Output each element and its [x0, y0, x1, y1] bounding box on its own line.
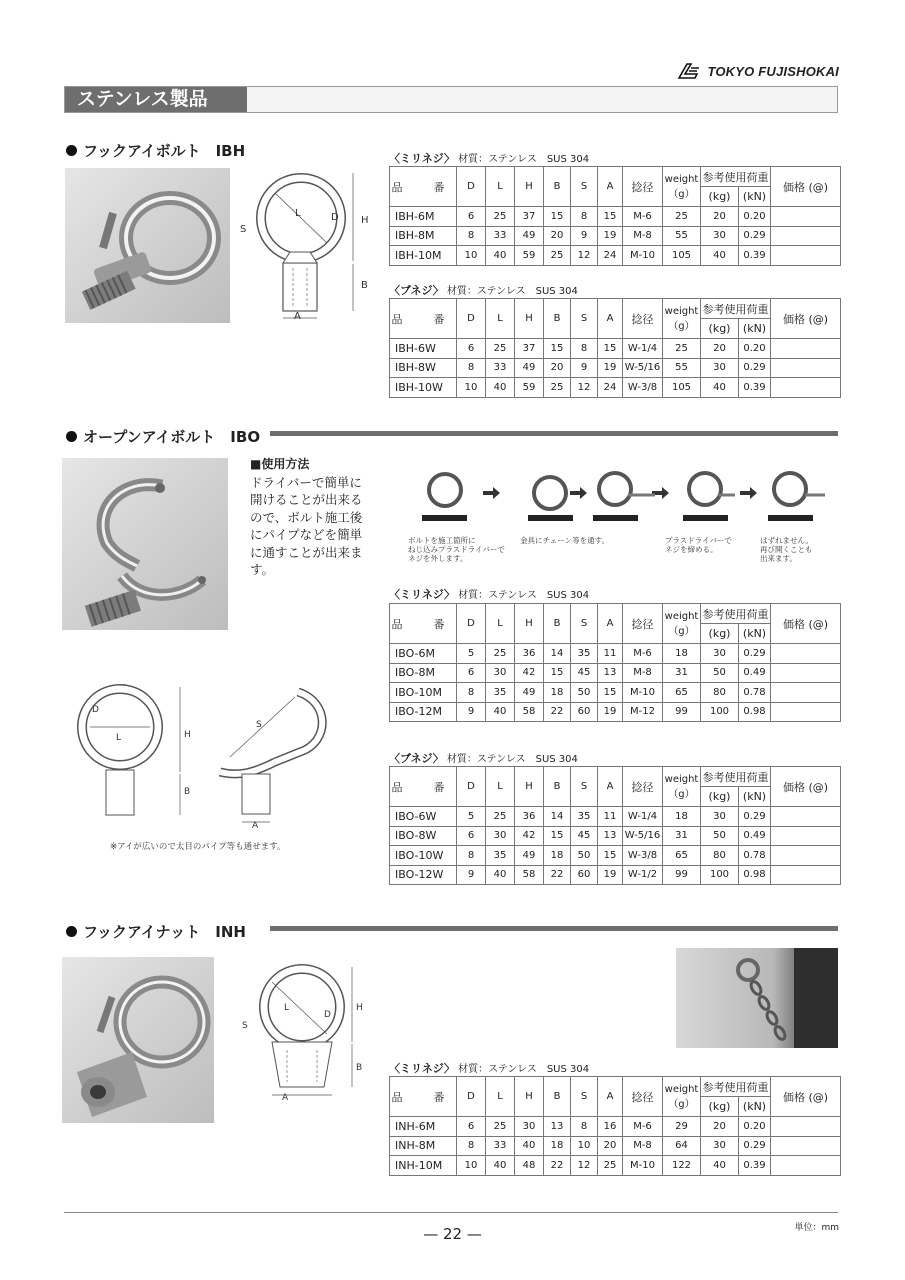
table-row: [390, 702, 841, 722]
table-cell: 6: [457, 1117, 486, 1137]
table-cell: 6: [457, 339, 486, 359]
svg-text:S: S: [240, 224, 247, 235]
table-cell: 20: [598, 1136, 623, 1156]
table-row: [390, 865, 841, 885]
table-cell: 30: [701, 807, 739, 827]
table-cell: 25: [598, 1156, 623, 1176]
table-cell: [771, 683, 841, 703]
usage-step-2: 金具にチェーン等を通す。: [520, 536, 610, 545]
table-cell: 22: [544, 702, 571, 722]
table-cell: 42: [515, 826, 544, 846]
table-cell: 10: [571, 1136, 598, 1156]
table-cell: 0.29: [739, 1136, 771, 1156]
table-cell: 8: [571, 339, 598, 359]
table-cell: 0.78: [739, 683, 771, 703]
table-cell: 40: [486, 1156, 515, 1176]
table-cell: [771, 1117, 841, 1137]
svg-text:L: L: [116, 733, 122, 743]
diagram-inh: [232, 962, 372, 1102]
table-cell: 8: [571, 207, 598, 227]
table-cell: 19: [598, 358, 623, 378]
table-cell: 42: [515, 663, 544, 683]
svg-text:H: H: [184, 730, 191, 740]
table-cell: 25: [486, 807, 515, 827]
table-cell: 10: [457, 246, 486, 266]
table-cell: 0.39: [739, 1156, 771, 1176]
table-cell: W-5/16: [623, 358, 663, 378]
part-number-cell: IBO-10M: [390, 683, 457, 703]
table-cell: 15: [544, 339, 571, 359]
table-cell: [771, 702, 841, 722]
table-row: [390, 1117, 841, 1137]
table-cell: 36: [515, 644, 544, 664]
ibo-usage: [250, 456, 364, 579]
table-cell: 29: [663, 1117, 701, 1137]
table-cell: 9: [457, 865, 486, 885]
table-cell: 5: [457, 644, 486, 664]
table-cell: 8: [457, 846, 486, 866]
svg-text:S: S: [242, 1021, 248, 1031]
hook-eye-nut-photo-icon: [62, 957, 214, 1123]
table-cell: 13: [598, 826, 623, 846]
table-cell: 33: [486, 1136, 515, 1156]
table-row: [390, 207, 841, 227]
hook-eye-bolt-photo-icon: [65, 168, 230, 323]
table-cell: 30: [701, 644, 739, 664]
table-cell: 19: [598, 702, 623, 722]
table-cell: 80: [701, 846, 739, 866]
section-title-inh: フックアイナット INH: [66, 921, 246, 942]
table-cell: 35: [486, 846, 515, 866]
table-cell: [771, 826, 841, 846]
svg-text:H: H: [356, 1003, 363, 1013]
table-cell: 99: [663, 865, 701, 885]
table-cell: 0.49: [739, 663, 771, 683]
part-number-cell: IBO-12M: [390, 702, 457, 722]
table-cell: 0.49: [739, 826, 771, 846]
table-cell: 58: [515, 865, 544, 885]
table-cell: 5: [457, 807, 486, 827]
ibo-usage-steps-illustration: [400, 455, 840, 535]
table-cell: 13: [598, 663, 623, 683]
ibo-inch-label: 〈ブネジ〉 材質：ステンレス SUS 304: [389, 752, 578, 765]
table-cell: 59: [515, 378, 544, 398]
part-number-cell: IBH-6W: [390, 339, 457, 359]
table-row: [390, 339, 841, 359]
svg-text:H: H: [361, 215, 369, 226]
brand-logo: [677, 62, 839, 80]
part-number-cell: IBH-8W: [390, 358, 457, 378]
table-cell: 0.78: [739, 846, 771, 866]
usage-step-3: プラスドライバーで ネジを締める。: [665, 536, 732, 554]
svg-text:D: D: [92, 705, 99, 715]
usage-heading: ■使用方法: [250, 457, 310, 471]
table-row: [390, 683, 841, 703]
part-number-cell: IBH-10M: [390, 246, 457, 266]
part-number-cell: IBO-8M: [390, 663, 457, 683]
table-row: [390, 378, 841, 398]
svg-text:L: L: [284, 1003, 290, 1013]
table-cell: 22: [544, 1156, 571, 1176]
table-cell: M-10: [623, 683, 663, 703]
table-cell: 6: [457, 207, 486, 227]
table-cell: 58: [515, 702, 544, 722]
table-cell: 40: [515, 1136, 544, 1156]
table-cell: 0.29: [739, 226, 771, 246]
section-title-ibh: フックアイボルト IBH: [66, 140, 245, 161]
table-cell: 35: [486, 683, 515, 703]
table-cell: 25: [486, 644, 515, 664]
table-cell: 18: [544, 1136, 571, 1156]
table-cell: 0.20: [739, 1117, 771, 1137]
open-eye-bolt-photo-icon: [62, 458, 228, 630]
table-cell: 20: [701, 339, 739, 359]
ibo-metric-table: 品 番 D L H B S A 捻径 weight （g） 参考使用荷重 価格 (@) (kg) (kN) IBO-6M 5 25 36 14 35 11 M-6 18 30 0.29 IBO-8M 6 30 42 15 45 13 M-8 31 50 0.49 IBO-10M 8 35 49 18 50 15 M-10 65 80 0.78 IBO-12M 9 40 58 22 60 19 M-12 99 100 0.98: [389, 603, 841, 722]
table-cell: 105: [663, 246, 701, 266]
table-cell: W-1/4: [623, 339, 663, 359]
part-number-cell: IBO-6M: [390, 644, 457, 664]
table-cell: 8: [457, 226, 486, 246]
table-row: [390, 846, 841, 866]
table-cell: 50: [571, 846, 598, 866]
table-cell: W-1/4: [623, 807, 663, 827]
table-cell: 25: [544, 378, 571, 398]
table-cell: [771, 663, 841, 683]
table-cell: 14: [544, 644, 571, 664]
table-cell: 25: [663, 339, 701, 359]
table-cell: 40: [701, 246, 739, 266]
table-row: [390, 226, 841, 246]
table-row: [390, 644, 841, 664]
section-divider: [270, 431, 838, 436]
table-cell: 12: [571, 246, 598, 266]
table-cell: 0.39: [739, 378, 771, 398]
table-cell: 20: [701, 207, 739, 227]
section-divider: [270, 926, 838, 931]
table-cell: 55: [663, 358, 701, 378]
table-cell: 20: [701, 1117, 739, 1137]
table-cell: 37: [515, 207, 544, 227]
table-cell: 11: [598, 644, 623, 664]
table-cell: 8: [457, 1136, 486, 1156]
ibo-note: ※アイが広いので太目のパイプ等も通せます。: [110, 842, 286, 852]
table-cell: 18: [663, 807, 701, 827]
bullet-icon: [66, 145, 77, 156]
photo-inh: [62, 957, 214, 1123]
table-cell: 19: [598, 865, 623, 885]
table-cell: 50: [701, 826, 739, 846]
table-cell: 12: [571, 378, 598, 398]
table-cell: 49: [515, 683, 544, 703]
table-cell: M-10: [623, 246, 663, 266]
diagram-ibo: [70, 682, 340, 830]
table-cell: 40: [701, 1156, 739, 1176]
table-cell: 18: [544, 683, 571, 703]
table-cell: W-3/8: [623, 846, 663, 866]
table-cell: 30: [701, 1136, 739, 1156]
ibh-metric-label: 〈ミリネジ〉 材質：ステンレス SUS 304: [389, 152, 590, 165]
table-cell: M-12: [623, 702, 663, 722]
ibh-inch-label: 〈ブネジ〉 材質：ステンレス SUS 304: [389, 284, 578, 297]
table-cell: 50: [701, 663, 739, 683]
table-cell: 40: [486, 246, 515, 266]
fujishokai-logo-icon: [677, 62, 703, 80]
footer-divider: [64, 1212, 838, 1213]
part-number-cell: INH-6M: [390, 1117, 457, 1137]
part-number-cell: IBO-10W: [390, 846, 457, 866]
table-row: [390, 358, 841, 378]
table-cell: 24: [598, 246, 623, 266]
ibh-metric-table: 品 番 D L H B S A 捻径 weight （g） 参考使用荷重 価格 (@) (kg) (kN) IBH-6M 6 25 37 15 8 15 M-6 25 20 0.20 IBH-8M 8 33 49 20 9 19 M-8 55 30 0.29 IBH-10M 10 40 59 25 12 24 M-10 105 40 0.39: [389, 166, 841, 266]
table-cell: [771, 246, 841, 266]
table-cell: 105: [663, 378, 701, 398]
part-number-cell: INH-8M: [390, 1136, 457, 1156]
diagram-ibh: [235, 168, 380, 323]
table-cell: W-1/2: [623, 865, 663, 885]
table-cell: 50: [571, 683, 598, 703]
table-cell: [771, 339, 841, 359]
usage-step-1: ボルトを施工箇所に ねじ込みプラスドライバーで ネジを外します。: [408, 536, 505, 563]
table-cell: 122: [663, 1156, 701, 1176]
bullet-icon: [66, 431, 77, 442]
table-cell: 8: [457, 358, 486, 378]
table-cell: [771, 358, 841, 378]
table-cell: 25: [486, 1117, 515, 1137]
svg-text:B: B: [361, 280, 368, 291]
table-cell: [771, 378, 841, 398]
photo-inh-in-use: [676, 948, 838, 1048]
table-cell: M-8: [623, 1136, 663, 1156]
photo-ibo: [62, 458, 228, 630]
table-cell: M-6: [623, 1117, 663, 1137]
table-cell: 0.29: [739, 807, 771, 827]
brand-name: TOKYO FUJISHOKAI: [707, 63, 839, 79]
table-cell: 15: [544, 207, 571, 227]
table-cell: 48: [515, 1156, 544, 1176]
table-cell: 40: [486, 702, 515, 722]
ibh-inch-table: 品 番 D L H B S A 捻径 weight （g） 参考使用荷重 価格 (@) (kg) (kN) IBH-6W 6 25 37 15 8 15 W-1/4 25 20 0.20 IBH-8W 8 33 49 20 9 19 W-5/16 55 30 0.29 IBH-10W 10 40 59 25 12 24 W-3/8 105 40 0.39: [389, 298, 841, 398]
section-title-ibo: オープンアイボルト IBO: [66, 426, 260, 447]
svg-text:D: D: [324, 1010, 331, 1020]
table-cell: 33: [486, 226, 515, 246]
table-cell: M-8: [623, 663, 663, 683]
table-cell: 65: [663, 683, 701, 703]
table-cell: 8: [457, 683, 486, 703]
table-row: [390, 1156, 841, 1176]
part-number-cell: INH-10M: [390, 1156, 457, 1176]
table-cell: 59: [515, 246, 544, 266]
part-number-cell: IBH-8M: [390, 226, 457, 246]
svg-text:B: B: [356, 1063, 363, 1073]
table-row: [390, 663, 841, 683]
table-row: [390, 246, 841, 266]
part-number-cell: IBO-12W: [390, 865, 457, 885]
table-cell: 30: [701, 358, 739, 378]
table-cell: 9: [457, 702, 486, 722]
table-cell: 16: [598, 1117, 623, 1137]
table-cell: 99: [663, 702, 701, 722]
table-cell: 31: [663, 826, 701, 846]
table-cell: 30: [486, 826, 515, 846]
svg-text:D: D: [331, 212, 339, 223]
table-cell: [771, 1156, 841, 1176]
svg-text:A: A: [294, 311, 301, 322]
table-cell: 60: [571, 865, 598, 885]
inh-metric-table: 品 番 D L H B S A 捻径 weight （g） 参考使用荷重 価格 (@) (kg) (kN) INH-6M 6 25 30 13 8 16 M-6 29 20 0.20 INH-8M 8 33 40 18 10 20 M-8 64 30 0.29 INH-10M 10 40 48 22 12 25 M-10 122 40 0.39: [389, 1076, 841, 1176]
table-cell: 35: [571, 644, 598, 664]
table-cell: 30: [486, 663, 515, 683]
chain-hanging-photo-icon: [676, 948, 838, 1048]
table-cell: [771, 865, 841, 885]
table-cell: 15: [598, 683, 623, 703]
table-cell: 11: [598, 807, 623, 827]
table-cell: 10: [457, 1156, 486, 1176]
table-cell: W-3/8: [623, 378, 663, 398]
table-cell: 35: [571, 807, 598, 827]
svg-text:B: B: [184, 787, 191, 797]
table-cell: 15: [598, 846, 623, 866]
table-cell: 9: [571, 358, 598, 378]
table-cell: 18: [663, 644, 701, 664]
table-cell: 22: [544, 865, 571, 885]
svg-text:L: L: [295, 208, 301, 219]
table-cell: 25: [663, 207, 701, 227]
table-cell: 80: [701, 683, 739, 703]
table-cell: 45: [571, 826, 598, 846]
table-cell: 9: [571, 226, 598, 246]
table-cell: 30: [701, 226, 739, 246]
table-cell: 25: [486, 207, 515, 227]
table-cell: 49: [515, 846, 544, 866]
table-cell: 30: [515, 1117, 544, 1137]
table-cell: 60: [571, 702, 598, 722]
table-row: [390, 1136, 841, 1156]
table-cell: 0.20: [739, 207, 771, 227]
table-cell: 20: [544, 358, 571, 378]
table-cell: 12: [571, 1156, 598, 1176]
table-cell: 55: [663, 226, 701, 246]
table-cell: 64: [663, 1136, 701, 1156]
bullet-icon: [66, 926, 77, 937]
table-cell: 20: [544, 226, 571, 246]
ibo-metric-label: 〈ミリネジ〉 材質：ステンレス SUS 304: [389, 588, 590, 601]
table-cell: 49: [515, 358, 544, 378]
part-number-cell: IBH-10W: [390, 378, 457, 398]
svg-text:A: A: [252, 821, 259, 830]
usage-step-4: はずれません。 再び開くことも 出来ます。: [760, 536, 813, 563]
table-cell: 14: [544, 807, 571, 827]
table-cell: 36: [515, 807, 544, 827]
table-cell: 15: [598, 339, 623, 359]
table-cell: 100: [701, 702, 739, 722]
table-cell: [771, 807, 841, 827]
table-cell: 49: [515, 226, 544, 246]
ibo-inch-table: 品 番 D L H B S A 捻径 weight （g） 参考使用荷重 価格 (@) (kg) (kN) IBO-6W 5 25 36 14 35 11 W-1/4 18 30 0.29 IBO-8W 6 30 42 15 45 13 W-5/16 31 50 0.49 IBO-10W 8 35 49 18 50 15 W-3/8 65 80 0.78 IBO-12W 9 40 58 22 60 19 W-1/2 99 100 0.98: [389, 766, 841, 885]
table-cell: 10: [457, 378, 486, 398]
table-cell: [771, 226, 841, 246]
table-cell: 19: [598, 226, 623, 246]
table-cell: 45: [571, 663, 598, 683]
table-cell: 37: [515, 339, 544, 359]
table-cell: 0.98: [739, 702, 771, 722]
table-cell: 25: [486, 339, 515, 359]
table-cell: M-6: [623, 207, 663, 227]
table-cell: 0.20: [739, 339, 771, 359]
part-number-cell: IBH-6M: [390, 207, 457, 227]
category-title-bar: [64, 86, 838, 113]
table-cell: 15: [598, 207, 623, 227]
table-cell: [771, 644, 841, 664]
table-row: [390, 807, 841, 827]
table-cell: 8: [571, 1117, 598, 1137]
table-cell: W-5/16: [623, 826, 663, 846]
table-cell: 31: [663, 663, 701, 683]
table-cell: 13: [544, 1117, 571, 1137]
page-number: — 22 —: [423, 1225, 482, 1243]
table-cell: 40: [486, 865, 515, 885]
unit-note: 単位：mm: [794, 1223, 839, 1233]
category-title: ステンレス製品: [65, 87, 247, 112]
table-cell: 15: [544, 663, 571, 683]
photo-ibh: [65, 168, 230, 323]
usage-text: ドライバーで簡単に開けることが出来るので、ボルト施工後にパイプなどを簡単に通すことが出来ます。: [250, 474, 363, 577]
table-row: [390, 826, 841, 846]
svg-text:S: S: [256, 720, 262, 730]
part-number-cell: IBO-8W: [390, 826, 457, 846]
table-cell: 40: [701, 378, 739, 398]
table-cell: M-6: [623, 644, 663, 664]
table-cell: [771, 1136, 841, 1156]
table-cell: 0.29: [739, 644, 771, 664]
svg-text:A: A: [282, 1093, 289, 1102]
inh-metric-label: 〈ミリネジ〉 材質：ステンレス SUS 304: [389, 1062, 590, 1075]
table-cell: 0.39: [739, 246, 771, 266]
part-number-cell: IBO-6W: [390, 807, 457, 827]
table-cell: 40: [486, 378, 515, 398]
table-cell: 65: [663, 846, 701, 866]
table-cell: 0.29: [739, 358, 771, 378]
table-cell: 18: [544, 846, 571, 866]
table-cell: 100: [701, 865, 739, 885]
table-cell: 6: [457, 663, 486, 683]
table-cell: 25: [544, 246, 571, 266]
table-cell: M-10: [623, 1156, 663, 1176]
table-cell: 33: [486, 358, 515, 378]
table-cell: 6: [457, 826, 486, 846]
table-cell: M-8: [623, 226, 663, 246]
table-cell: 24: [598, 378, 623, 398]
table-cell: 15: [544, 826, 571, 846]
table-cell: [771, 207, 841, 227]
table-cell: 0.98: [739, 865, 771, 885]
table-cell: [771, 846, 841, 866]
